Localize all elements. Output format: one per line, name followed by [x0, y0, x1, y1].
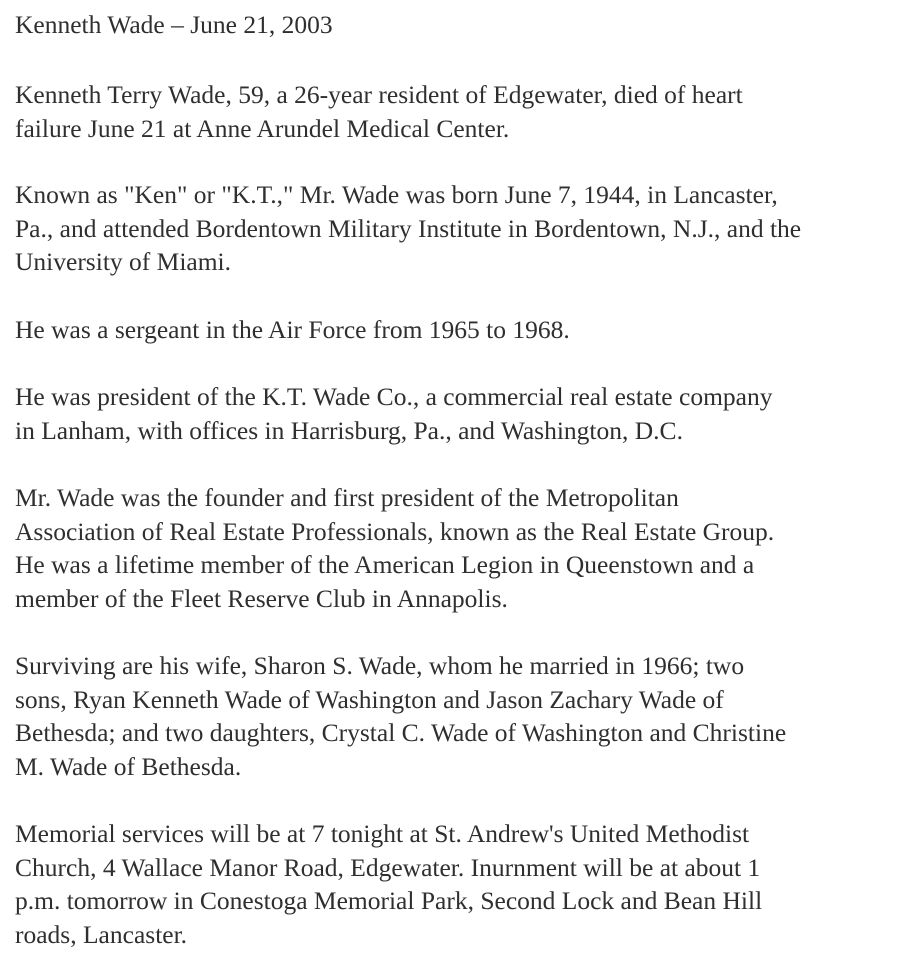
text-line: sons, Ryan Kenneth Wade of Washington and Jason Zachary Wade of: [15, 684, 724, 714]
text-line: Pa., and attended Bordentown Military Institute in Bordentown, N.J., and the: [15, 213, 802, 243]
text-line: Surviving are his wife, Sharon S. Wade, whom he married in 1966; two: [15, 651, 745, 680]
text-line: Church, 4 Wallace Manor Road, Edgewater. Inurnment will be at about 1: [15, 852, 761, 882]
text-line: p.m. tomorrow in Conestoga Memorial Park, Second Lock and Bean Hill: [15, 886, 763, 915]
text-line: He was a lifetime member of the American Legion in Queenstown and a: [15, 550, 755, 579]
text-line: Association of Real Estate Professionals, known as the Real Estate Group.: [15, 516, 775, 546]
text-line: Bethesda; and two daughters, Crystal C. Wade of Washington and Christine: [15, 718, 787, 747]
text-line: University of Miami.: [15, 247, 232, 276]
paragraph-death-notice: [15, 78, 743, 145]
text-line: Kenneth Terry Wade, 59, a 26-year resident of Edgewater, died of heart: [15, 80, 743, 109]
document-title: Kenneth Wade – June 21, 2003: [15, 10, 333, 39]
paragraph-military-service: [15, 313, 570, 347]
paragraph-biography: [15, 178, 801, 279]
paragraph-career: [15, 380, 772, 447]
text-line: He was a sergeant in the Air Force from 1965 to 1968.: [15, 315, 570, 344]
text-line: in Lanham, with offices in Harrisburg, Pa., and Washington, D.C.: [15, 415, 683, 445]
paragraph-survivors: [15, 649, 786, 783]
text-line: Memorial services will be at 7 tonight at St. Andrew's United Methodist: [15, 819, 750, 848]
text-line: He was president of the K.T. Wade Co., a commercial real estate company: [15, 382, 773, 411]
paragraph-services: [15, 817, 762, 951]
text-line: Known as "Ken" or "K.T.," Mr. Wade was born June 7, 1944, in Lancaster,: [15, 180, 778, 209]
text-line: Mr. Wade was the founder and first president of the Metropolitan: [15, 483, 679, 512]
paragraph-associations: [15, 481, 774, 615]
text-line: member of the Fleet Reserve Club in Annapolis.: [15, 583, 508, 613]
text-line: failure June 21 at Anne Arundel Medical Center.: [15, 113, 510, 143]
text-line: M. Wade of Bethesda.: [15, 751, 242, 781]
text-line: roads, Lancaster.: [15, 919, 188, 949]
